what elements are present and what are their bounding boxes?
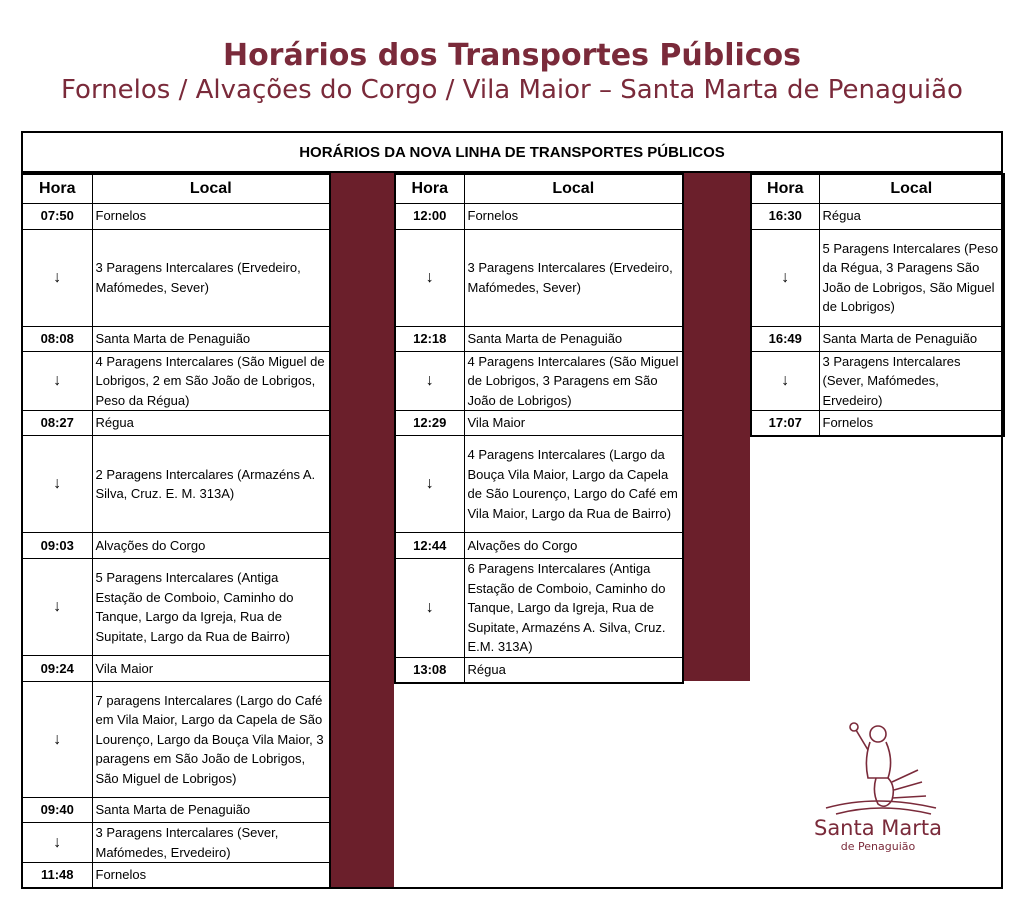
cell-local: Fornelos	[92, 863, 330, 888]
table-row	[22, 559, 330, 656]
cell-local: 3 Paragens Intercalares (Sever, Mafómedes, Ervedeiro)	[92, 823, 330, 863]
cell-local: Régua	[819, 203, 1004, 229]
table-row	[395, 559, 683, 658]
table-row	[751, 326, 1004, 351]
cell-local: 3 Paragens Intercalares (Sever, Mafómedes, Ervedeiro)	[819, 351, 1004, 411]
header-local: Local	[92, 174, 330, 203]
cell-local: 7 paragens Intercalares (Largo do Café em Vila Maior, Largo da Capela de São Lourenço, Largo da Bouça Vila Maior, 3 paragens em São João de Lobrigos, São Miguel de Lobrigos)	[92, 682, 330, 798]
cell-local: Régua	[92, 411, 330, 436]
arrow-down-icon: ↓	[22, 559, 92, 656]
cell-local: 6 Paragens Intercalares (Antiga Estação de Comboio, Caminho do Tanque, Largo da Igreja, Rua de Supitate, Armazéns A. Silva, Cruz. E.M. 313A)	[464, 559, 683, 658]
arrow-down-icon: ↓	[22, 436, 92, 533]
cell-local: 3 Paragens Intercalares (Ervedeiro, Mafómedes, Sever)	[464, 229, 683, 326]
table-row	[22, 863, 330, 888]
arrow-down-icon: ↓	[395, 559, 464, 658]
table-row	[22, 229, 330, 326]
cell-hora: 08:27	[22, 411, 92, 436]
arrow-down-icon: ↓	[22, 682, 92, 798]
table-row	[22, 351, 330, 411]
schedule-column-1	[21, 173, 331, 889]
cell-local: 3 Paragens Intercalares (Ervedeiro, Mafómedes, Sever)	[92, 229, 330, 326]
cell-local: 5 Paragens Intercalares (Peso da Régua, 3 Paragens São João de Lobrigos, São Miguel de Lobrigos)	[819, 229, 1004, 326]
cell-hora: 07:50	[22, 203, 92, 229]
table-row	[395, 203, 683, 229]
arrow-down-icon: ↓	[395, 351, 464, 411]
arrow-down-icon: ↓	[751, 351, 819, 411]
cell-local: Alvações do Corgo	[92, 533, 330, 559]
table-row	[22, 798, 330, 823]
cell-hora: 13:08	[395, 657, 464, 683]
table-row	[395, 229, 683, 326]
arrow-down-icon: ↓	[395, 436, 464, 533]
cell-local: 4 Paragens Intercalares (São Miguel de Lobrigos, 2 em São João de Lobrigos, Peso da Régua)	[92, 351, 330, 411]
cell-hora: 17:07	[751, 411, 819, 436]
cell-local: 2 Paragens Intercalares (Armazéns A. Silva, Cruz. E. M. 313A)	[92, 436, 330, 533]
schedule-column-3	[750, 173, 1005, 437]
page-subtitle: Fornelos / Alvações do Corgo / Vila Maior – Santa Marta de Penaguião	[61, 75, 963, 105]
column-3-body	[751, 203, 1004, 436]
cell-hora: 09:40	[22, 798, 92, 823]
cell-local: Fornelos	[819, 411, 1004, 436]
divider-bar-2	[682, 173, 750, 681]
cell-local: Santa Marta de Penaguião	[464, 326, 683, 351]
cell-hora: 12:00	[395, 203, 464, 229]
page-title: Horários dos Transportes Públicos	[222, 38, 802, 73]
table-row	[22, 326, 330, 351]
cell-local: Santa Marta de Penaguião	[92, 798, 330, 823]
header-hora: Hora	[751, 174, 819, 203]
table-row	[395, 657, 683, 683]
cell-local: Alvações do Corgo	[464, 533, 683, 559]
table-row	[751, 229, 1004, 326]
cell-local: 5 Paragens Intercalares (Antiga Estação de Comboio, Caminho do Tanque, Largo da Igreja, Rua de Supitate, Largo da Rua de Bairro)	[92, 559, 330, 656]
cell-local: Vila Maior	[92, 656, 330, 682]
column-1-body	[22, 203, 330, 888]
table-row	[395, 533, 683, 559]
table-row	[395, 351, 683, 411]
schedule-column-2	[394, 173, 684, 684]
cell-local: Fornelos	[464, 203, 683, 229]
header-hora: Hora	[395, 174, 464, 203]
column-2-body	[395, 203, 683, 683]
cell-hora: 12:44	[395, 533, 464, 559]
cell-hora: 11:48	[22, 863, 92, 888]
cell-local: 4 Paragens Intercalares (Largo da Bouça Vila Maior, Largo da Capela de São Lourenço, Largo do Café em Vila Maior, Largo da Rua de Bairro)	[464, 436, 683, 533]
cell-hora: 08:08	[22, 326, 92, 351]
table-row	[395, 326, 683, 351]
cell-local: Santa Marta de Penaguião	[819, 326, 1004, 351]
arrow-down-icon: ↓	[22, 229, 92, 326]
cell-local: Santa Marta de Penaguião	[92, 326, 330, 351]
table-row	[751, 351, 1004, 411]
arrow-down-icon: ↓	[751, 229, 819, 326]
table-row	[22, 411, 330, 436]
divider-bar-1	[329, 173, 394, 887]
table-row	[22, 656, 330, 682]
cell-hora: 16:30	[751, 203, 819, 229]
schedule-heading: HORÁRIOS DA NOVA LINHA DE TRANSPORTES PÚBLICOS	[21, 131, 1003, 173]
table-row	[22, 203, 330, 229]
cell-local: Régua	[464, 657, 683, 683]
cell-hora: 09:03	[22, 533, 92, 559]
arrow-down-icon: ↓	[22, 823, 92, 863]
table-row	[22, 533, 330, 559]
cell-hora: 12:18	[395, 326, 464, 351]
table-row	[22, 436, 330, 533]
table-row	[751, 411, 1004, 436]
table-row	[22, 823, 330, 863]
table-row	[22, 682, 330, 798]
arrow-down-icon: ↓	[22, 351, 92, 411]
santa-marta-logo-icon	[806, 720, 956, 820]
table-row	[395, 436, 683, 533]
cell-hora: 12:29	[395, 411, 464, 436]
cell-local: Fornelos	[92, 203, 330, 229]
header-local: Local	[819, 174, 1004, 203]
logo-subtitle: de Penaguião	[840, 840, 916, 853]
cell-local: Vila Maior	[464, 411, 683, 436]
arrow-down-icon: ↓	[395, 229, 464, 326]
cell-hora: 09:24	[22, 656, 92, 682]
cell-local: 4 Paragens Intercalares (São Miguel de Lobrigos, 3 Paragens em São João de Lobrigos)	[464, 351, 683, 411]
header-hora: Hora	[22, 174, 92, 203]
table-row	[395, 411, 683, 436]
cell-hora: 16:49	[751, 326, 819, 351]
logo-name: Santa Marta	[813, 816, 942, 840]
header-local: Local	[464, 174, 683, 203]
table-row	[751, 203, 1004, 229]
